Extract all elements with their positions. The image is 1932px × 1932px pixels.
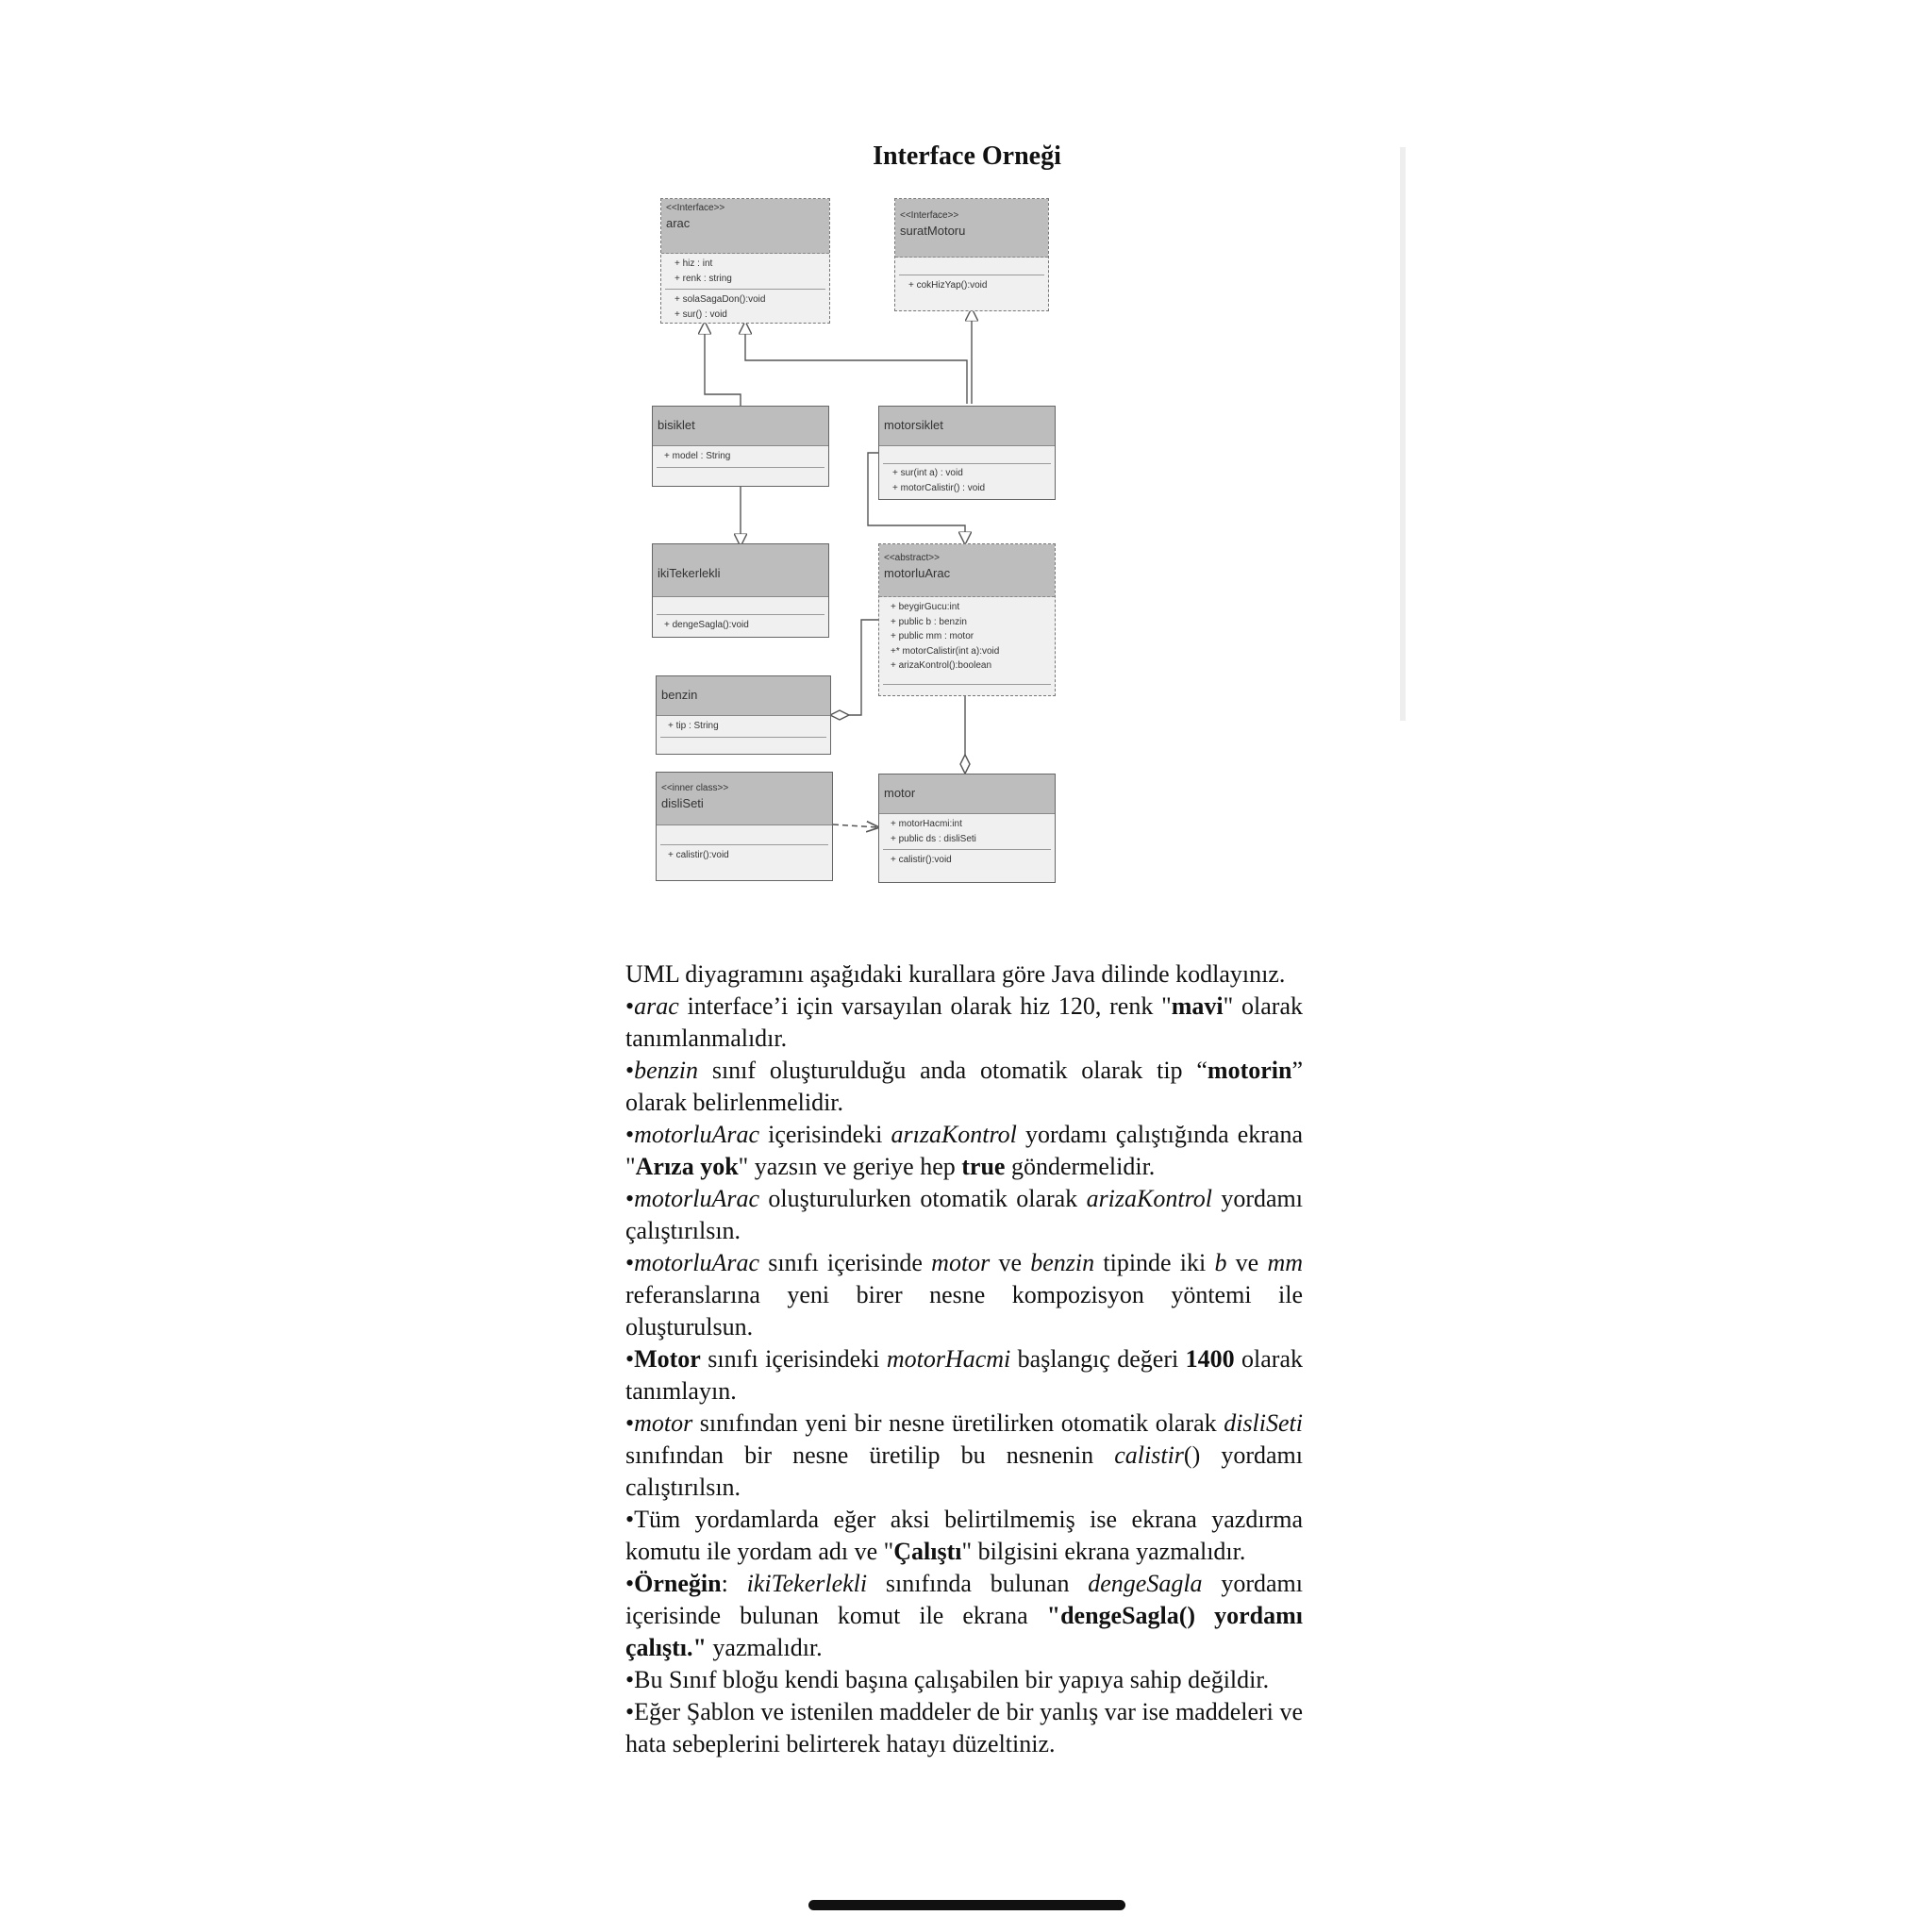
arac-name: arac — [666, 216, 691, 230]
instructions-text — [625, 958, 1303, 1760]
uml-class-motor — [878, 774, 1056, 883]
dislisetio-method: + calistir():void — [668, 850, 729, 860]
intro-paragraph: UML diyagramını aşağıdaki kurallara göre Java dilinde kodlayınız. — [625, 960, 1286, 988]
arac-stereotype: <<Interface>> — [666, 203, 725, 213]
motorluarac-member: + beygirGucu:int — [891, 602, 960, 612]
rule-item: •motorluArac içerisindeki arızaKontrol yordamı çalıştığında ekrana "Arıza yok" yazsın ve geriye hep true göndermelidir. — [625, 1121, 1303, 1180]
rule-item: •motorluArac sınıfı içerisinde motor ve benzin tipinde iki b ve mm referanslarına yeni birer nesne kompozisyon yöntemi ile oluşturulsun. — [625, 1249, 1303, 1341]
arac-attr: + renk : string — [675, 273, 732, 284]
uml-class-benzin — [656, 675, 831, 755]
ikitekerlekli-name: ikiTekerlekli — [658, 566, 721, 580]
rule-item: •Örneğin: ikiTekerlekli sınıfında bulunan dengeSagla yordamı içerisinde bulunan komut ile ekrana "dengeSagla() yordamı çalıştı." yazmalıdır. — [625, 1570, 1303, 1661]
rule-item: •Tüm yordamlarda eğer aksi belirtilmemiş ise ekrana yazdırma komutu ile yordam adı ve "Çalıştı" bilgisini ekrana yazmalıdır. — [625, 1506, 1303, 1565]
motorsiklet-name: motorsiklet — [884, 418, 943, 432]
uml-class-bisiklet — [652, 406, 829, 487]
rule-item: •Bu Sınıf bloğu kendi başına çalışabilen bir yapıya sahip değildir. — [625, 1666, 1270, 1693]
uml-class-motorluarac — [878, 543, 1056, 696]
uml-class-dislisetio — [656, 772, 833, 881]
motorluarac-member: + public b : benzin — [891, 616, 967, 627]
bisiklet-name: bisiklet — [658, 418, 695, 432]
motor-aggregation-diamond — [960, 755, 970, 774]
motorsiklet-method: + motorCalistir() : void — [892, 482, 986, 493]
uml-class-ikitekerlekli — [652, 543, 829, 638]
page-title: Interface Orneği — [873, 142, 1061, 171]
arac-method: + solaSagaDon():void — [675, 294, 766, 305]
rule-item: •Motor sınıfı içerisindeki motorHacmi başlangıç değeri 1400 olarak tanımlayın. — [625, 1345, 1303, 1405]
rule-item: •Eğer Şablon ve istenilen maddeler de bir yanlış var ise maddeleri ve hata sebeplerini belirterek hatayı düzeltiniz. — [625, 1698, 1303, 1757]
motor-attr: + public ds : disliSeti — [891, 833, 976, 844]
bisiklet-arac-realization — [705, 323, 741, 406]
suratmotoru-method: + cokHizYap():void — [908, 280, 988, 291]
uml-class-suratmotoru — [894, 198, 1049, 311]
benzin-aggregation-diamond — [830, 710, 849, 720]
bisiklet-attr: + model : String — [664, 451, 731, 461]
motorluarac-member: +* motorCalistir(int a):void — [891, 645, 1000, 657]
motorluarac-member: + public mm : motor — [891, 631, 974, 641]
benzin-motorluarac-aggregation — [849, 620, 878, 715]
rule-item: •motor sınıfından yeni bir nesne üretilirken otomatik olarak disliSeti sınıfından bir nesne üretilip bu nesnenin calistir() yordamı calıştırılsın. — [625, 1409, 1303, 1501]
dislisetio-motor-dependency — [833, 824, 878, 827]
dislisetio-name: disliSeti — [661, 796, 704, 810]
rule-item: •arac interface’i için varsayılan olarak hiz 120, renk "mavi" olarak tanımlanmalıdır. — [625, 992, 1303, 1052]
suratmotoru-name: suratMotoru — [900, 224, 966, 238]
uml-class-arac — [660, 198, 830, 324]
benzin-attr: + tip : String — [668, 721, 719, 731]
arac-attr: + hiz : int — [675, 258, 713, 269]
motor-method: + calistir():void — [891, 855, 952, 865]
suratmotoru-stereotype: <<Interface>> — [900, 210, 959, 221]
benzin-name: benzin — [661, 688, 698, 702]
motorsiklet-method: + sur(int a) : void — [892, 468, 963, 478]
motor-name: motor — [884, 786, 916, 800]
motorluarac-stereotype: <<abstract>> — [884, 553, 940, 563]
rule-item: •benzin sınıf oluşturulduğu anda otomatik olarak tip “motorin” olarak belirlenmelidir. — [625, 1057, 1303, 1116]
rule-item: •motorluArac oluşturulurken otomatik olarak arizaKontrol yordamı çalıştırılsın. — [625, 1185, 1303, 1244]
home-indicator[interactable] — [808, 1900, 1125, 1910]
motorsiklet-arac-realization — [745, 323, 967, 404]
ikitekerlekli-method: + dengeSagla():void — [664, 620, 749, 630]
dislisetio-stereotype: <<inner class>> — [661, 783, 729, 793]
uml-class-motorsiklet — [878, 406, 1056, 500]
motorluarac-member: + arizaKontrol():boolean — [891, 660, 992, 671]
arac-method: + sur() : void — [675, 308, 727, 320]
motorluarac-name: motorluArac — [884, 566, 951, 580]
motor-attr: + motorHacmi:int — [891, 819, 962, 829]
scroll-track[interactable] — [1400, 147, 1406, 721]
